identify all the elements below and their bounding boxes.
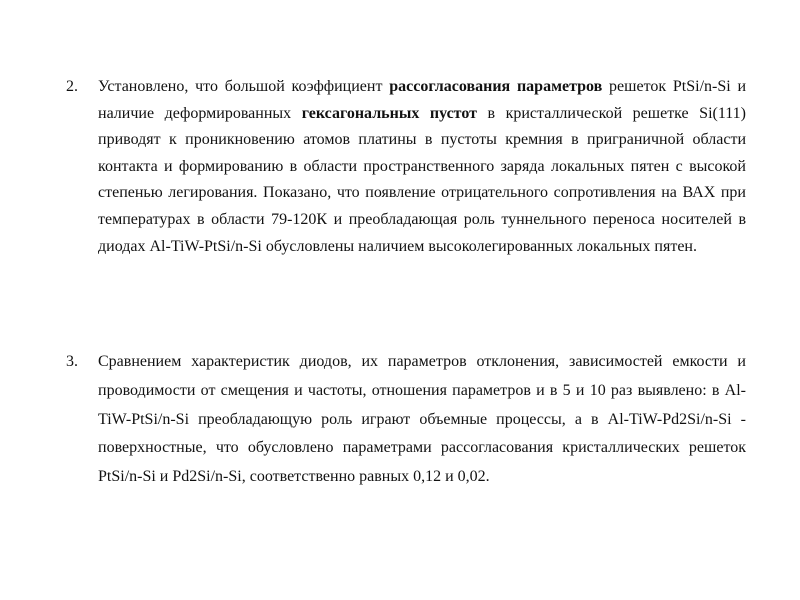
item-number: 3. (66, 353, 78, 370)
bold-term-hexagonal-voids: гексагональных пустот (301, 104, 477, 122)
text-segment: Установлено, что большой коэффициент (98, 78, 390, 95)
paragraph-text (98, 74, 746, 260)
paragraph-text (98, 348, 746, 492)
bold-term-mismatch-parameters: рассогласования параметров (389, 78, 603, 95)
text-segment: решеток PtSi/n-Si и наличие деформированных (98, 78, 747, 122)
item-number: 2. (66, 78, 78, 95)
text-segment: Сравнением характеристик диодов, их параметров отклонения, зависимостей емкости и проводимости от смещения и частоты, отношения параметров и в 5 и 10 раз выявлено: в Al-TiW-PtSi/n-Si преобладающую роль играют объемные процессы, а в Al-TiW-Pd2Si/n-Si - поверхностные, что обусловлено параметрами рассогласования кристаллических решеток PtSi/n-Si и Pd2Si/n-Si, соответственно равных 0,12 и 0,02. (98, 353, 746, 486)
numbered-paragraph-3 (66, 348, 746, 492)
text-segment: в кристаллической решетке Si(111) приводят к проникновению атомов платины в пустоты кремния в приграничной области контакта и формированию в области пространственного заряда локальных пятен с высокой степенью легирования. Показано, что появление отрицательного сопротивления на ВАХ при температурах в области 79-120К и преобладающая роль туннельного переноса носителей в диодах Al-TiW-PtSi/n-Si обусловлены наличием высоколегированных локальных пятен. (98, 104, 746, 255)
numbered-paragraph-2 (66, 74, 746, 260)
